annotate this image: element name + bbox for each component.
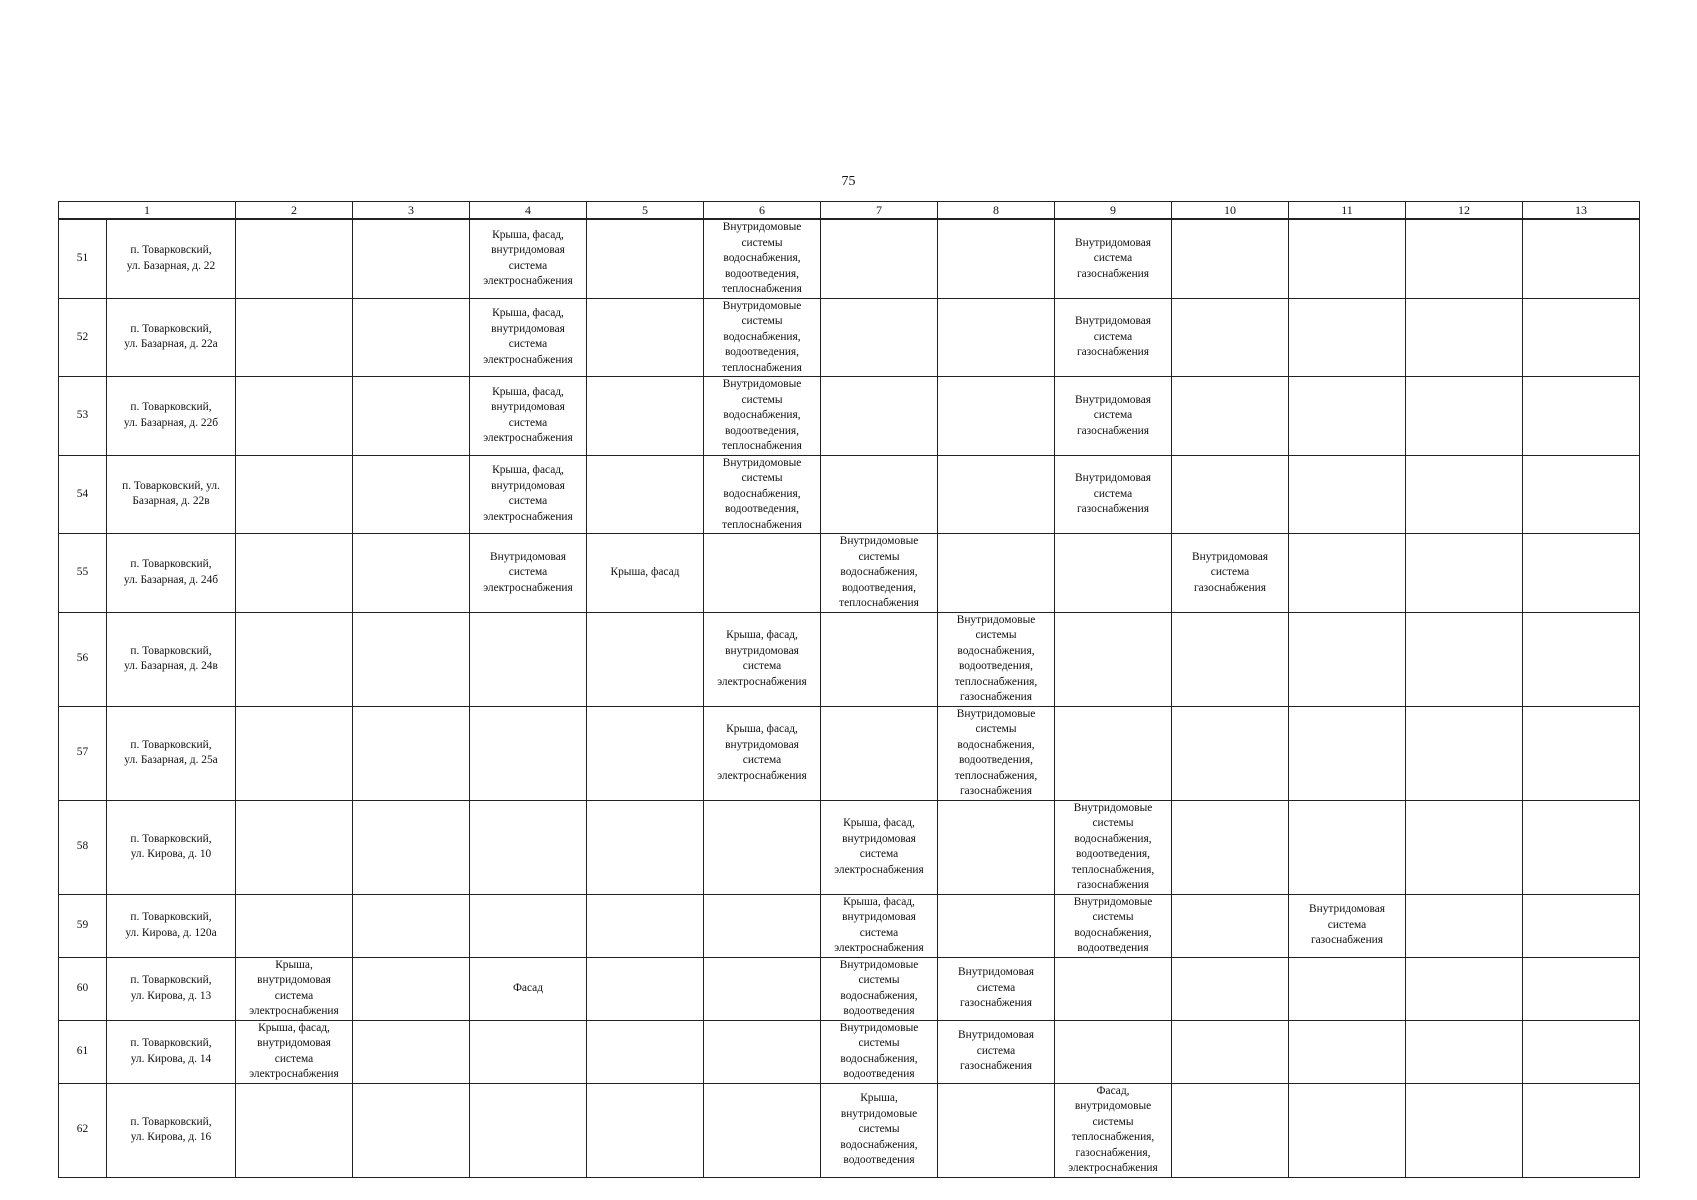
work-cell-col-13 bbox=[1523, 1083, 1640, 1177]
work-cell-col-4 bbox=[470, 1083, 587, 1177]
work-cell-col-12 bbox=[1406, 455, 1523, 534]
address-cell bbox=[107, 706, 236, 800]
work-cell-col-10 bbox=[1172, 1020, 1289, 1083]
address-cell bbox=[107, 612, 236, 706]
work-cell-col-7 bbox=[821, 1083, 938, 1177]
work-cell-col-4 bbox=[470, 800, 587, 894]
work-cell-col-13 bbox=[1523, 800, 1640, 894]
row-number: 55 bbox=[59, 534, 107, 613]
work-cell-col-11 bbox=[1289, 957, 1406, 1020]
row-number: 58 bbox=[59, 800, 107, 894]
work-cell-col-6 bbox=[704, 219, 821, 298]
work-cell-col-7 bbox=[821, 534, 938, 613]
work-cell-col-7 bbox=[821, 612, 938, 706]
address-text: п. Товарковский, ул. Базарная, д. 22а bbox=[124, 322, 218, 351]
row-number: 57 bbox=[59, 706, 107, 800]
work-cell-col-11 bbox=[1289, 800, 1406, 894]
work-cell-col-8 bbox=[938, 534, 1055, 613]
work-description: Внутридомовая система газоснабжения bbox=[1075, 393, 1151, 437]
work-cell-col-5 bbox=[587, 377, 704, 456]
row-number: 52 bbox=[59, 298, 107, 377]
work-description: Крыша, фасад, внутридомовая система электроснабжения bbox=[834, 895, 924, 954]
address-cell bbox=[107, 894, 236, 957]
work-description: Внутридомовая система газоснабжения bbox=[1075, 236, 1151, 280]
work-cell-col-7 bbox=[821, 455, 938, 534]
work-cell-col-7 bbox=[821, 298, 938, 377]
work-cell-col-12 bbox=[1406, 534, 1523, 613]
column-header-7: 7 bbox=[821, 202, 938, 220]
work-cell-col-2 bbox=[236, 455, 353, 534]
work-cell-col-6 bbox=[704, 706, 821, 800]
table-row bbox=[59, 800, 1640, 894]
work-cell-col-5 bbox=[587, 800, 704, 894]
address-text: п. Товарковский, ул. Кирова, д. 14 bbox=[130, 1037, 212, 1065]
work-cell-col-2 bbox=[236, 706, 353, 800]
work-cell-col-13 bbox=[1523, 894, 1640, 957]
work-cell-col-12 bbox=[1406, 612, 1523, 706]
work-description: Внутридомовые системы водоснабжения, водоотведения bbox=[839, 958, 919, 1017]
work-cell-col-7 bbox=[821, 706, 938, 800]
work-description: Внутридомовые системы водоснабжения, водоотведения, теплоснабжения, газоснабжения bbox=[954, 707, 1038, 797]
work-cell-col-8 bbox=[938, 455, 1055, 534]
work-cell-col-4 bbox=[470, 534, 587, 613]
work-cell-col-6 bbox=[704, 612, 821, 706]
page-number: 75 bbox=[841, 174, 856, 189]
work-cell-col-5 bbox=[587, 894, 704, 957]
address-cell bbox=[107, 1083, 236, 1177]
work-cell-col-5 bbox=[587, 612, 704, 706]
work-description: Внутридомовые системы водоснабжения, водоотведения, теплоснабжения bbox=[722, 378, 802, 452]
work-cell-col-13 bbox=[1523, 612, 1640, 706]
work-description: Крыша, фасад, внутридомовая система электроснабжения bbox=[483, 385, 573, 445]
work-description: Внутридомовая система газоснабжения bbox=[1309, 903, 1385, 947]
work-description: Внутридомовая система газоснабжения bbox=[1192, 550, 1268, 594]
table-row bbox=[59, 1083, 1640, 1177]
row-number: 54 bbox=[59, 455, 107, 534]
table-row bbox=[59, 298, 1640, 377]
repair-schedule-table bbox=[58, 201, 1640, 1178]
work-cell-col-2 bbox=[236, 298, 353, 377]
work-cell-col-8 bbox=[938, 612, 1055, 706]
work-description: Фасад, внутридомовые системы теплоснабжения, газоснабжения, электроснабжения bbox=[1068, 1084, 1158, 1174]
work-cell-col-5 bbox=[587, 219, 704, 298]
work-cell-col-10 bbox=[1172, 298, 1289, 377]
work-cell-col-11 bbox=[1289, 612, 1406, 706]
work-description: Внутридомовые системы водоснабжения, водоотведения, теплоснабжения, газоснабжения bbox=[1071, 801, 1155, 891]
work-cell-col-9 bbox=[1055, 800, 1172, 894]
work-cell-col-10 bbox=[1172, 377, 1289, 456]
work-cell-col-3 bbox=[353, 1020, 470, 1083]
work-description: Внутридомовые системы водоснабжения, водоотведения, теплоснабжения bbox=[722, 456, 802, 531]
work-description: Внутридомовые системы водоснабжения, водоотведения, теплоснабжения, газоснабжения bbox=[954, 613, 1038, 703]
work-cell-col-5 bbox=[587, 706, 704, 800]
work-cell-col-2 bbox=[236, 1020, 353, 1083]
work-cell-col-11 bbox=[1289, 298, 1406, 377]
column-header-12: 12 bbox=[1406, 202, 1523, 220]
table-row bbox=[59, 1020, 1640, 1083]
work-cell-col-3 bbox=[353, 219, 470, 298]
work-cell-col-10 bbox=[1172, 957, 1289, 1020]
column-header-11: 11 bbox=[1289, 202, 1406, 220]
row-number: 53 bbox=[59, 377, 107, 456]
address-cell bbox=[107, 534, 236, 613]
work-cell-col-12 bbox=[1406, 1083, 1523, 1177]
work-cell-col-6 bbox=[704, 377, 821, 456]
address-text: п. Товарковский, ул. Базарная, д. 25а bbox=[124, 738, 218, 766]
work-cell-col-4 bbox=[470, 612, 587, 706]
work-cell-col-13 bbox=[1523, 957, 1640, 1020]
work-cell-col-6 bbox=[704, 534, 821, 613]
work-description: Внутридомовая система газоснабжения bbox=[1075, 315, 1151, 358]
work-cell-col-2 bbox=[236, 612, 353, 706]
work-cell-col-4 bbox=[470, 377, 587, 456]
work-description: Крыша, фасад, внутридомовая система электроснабжения bbox=[834, 817, 924, 876]
row-number: 62 bbox=[59, 1083, 107, 1177]
work-cell-col-13 bbox=[1523, 377, 1640, 456]
work-cell-col-13 bbox=[1523, 1020, 1640, 1083]
work-cell-col-10 bbox=[1172, 455, 1289, 534]
row-number: 56 bbox=[59, 612, 107, 706]
work-cell-col-13 bbox=[1523, 534, 1640, 613]
work-cell-col-10 bbox=[1172, 612, 1289, 706]
work-cell-col-3 bbox=[353, 298, 470, 377]
work-cell-col-5 bbox=[587, 1083, 704, 1177]
work-cell-col-11 bbox=[1289, 534, 1406, 613]
address-text: п. Товарковский, ул. Базарная, д. 22в bbox=[122, 479, 220, 508]
work-cell-col-12 bbox=[1406, 377, 1523, 456]
address-cell bbox=[107, 298, 236, 377]
work-cell-col-4 bbox=[470, 455, 587, 534]
address-cell bbox=[107, 455, 236, 534]
work-description: Внутридомовая система газоснабжения bbox=[958, 966, 1034, 1010]
work-cell-col-13 bbox=[1523, 219, 1640, 298]
work-cell-col-3 bbox=[353, 377, 470, 456]
work-cell-col-2 bbox=[236, 800, 353, 894]
work-cell-col-2 bbox=[236, 1083, 353, 1177]
work-cell-col-7 bbox=[821, 377, 938, 456]
row-number: 59 bbox=[59, 894, 107, 957]
address-text: п. Товарковский, ул. Кирова, д. 13 bbox=[130, 974, 212, 1002]
work-cell-col-3 bbox=[353, 706, 470, 800]
work-description: Внутридомовые системы водоснабжения, водоотведения, теплоснабжения bbox=[722, 299, 802, 374]
work-cell-col-8 bbox=[938, 706, 1055, 800]
work-cell-col-9 bbox=[1055, 298, 1172, 377]
work-cell-col-12 bbox=[1406, 800, 1523, 894]
work-cell-col-5 bbox=[587, 1020, 704, 1083]
work-cell-col-11 bbox=[1289, 894, 1406, 957]
work-cell-col-9 bbox=[1055, 957, 1172, 1020]
address-cell bbox=[107, 800, 236, 894]
work-cell-col-4 bbox=[470, 957, 587, 1020]
work-cell-col-8 bbox=[938, 298, 1055, 377]
work-cell-col-5 bbox=[587, 455, 704, 534]
work-cell-col-11 bbox=[1289, 455, 1406, 534]
address-cell bbox=[107, 377, 236, 456]
work-cell-col-9 bbox=[1055, 534, 1172, 613]
work-cell-col-7 bbox=[821, 957, 938, 1020]
work-description: Крыша, фасад, внутридомовая система электроснабжения bbox=[717, 629, 807, 688]
work-cell-col-8 bbox=[938, 894, 1055, 957]
work-cell-col-8 bbox=[938, 219, 1055, 298]
address-text: п. Товарковский, ул. Базарная, д. 22 bbox=[126, 244, 216, 272]
work-cell-col-8 bbox=[938, 800, 1055, 894]
work-cell-col-12 bbox=[1406, 219, 1523, 298]
work-cell-col-5 bbox=[587, 298, 704, 377]
work-description: Крыша, фасад, внутридомовая система электроснабжения bbox=[483, 228, 573, 288]
work-description: Крыша, внутридомовые системы водоснабжения, водоотведения bbox=[840, 1092, 918, 1167]
work-cell-col-6 bbox=[704, 957, 821, 1020]
work-cell-col-11 bbox=[1289, 1020, 1406, 1083]
column-header-6: 6 bbox=[704, 202, 821, 220]
address-cell bbox=[107, 1020, 236, 1083]
table-row bbox=[59, 534, 1640, 613]
work-cell-col-2 bbox=[236, 894, 353, 957]
table-row bbox=[59, 455, 1640, 534]
work-cell-col-9 bbox=[1055, 219, 1172, 298]
work-cell-col-3 bbox=[353, 1083, 470, 1177]
column-header-row bbox=[59, 202, 1640, 220]
work-description: Крыша, фасад, внутридомовая система электроснабжения bbox=[717, 723, 807, 782]
work-cell-col-12 bbox=[1406, 706, 1523, 800]
work-cell-col-6 bbox=[704, 298, 821, 377]
table-row bbox=[59, 957, 1640, 1020]
work-description: Внутридомовые системы водоснабжения, водоотведения, теплоснабжения bbox=[722, 221, 802, 295]
work-description: Крыша, фасад, внутридомовая система электроснабжения bbox=[249, 1021, 339, 1080]
work-cell-col-3 bbox=[353, 957, 470, 1020]
work-description: Внутридомовая система электроснабжения bbox=[483, 550, 573, 594]
work-description: Внутридомовые системы водоснабжения, водоотведения bbox=[1073, 895, 1153, 954]
work-cell-col-2 bbox=[236, 957, 353, 1020]
table-row bbox=[59, 894, 1640, 957]
work-cell-col-3 bbox=[353, 534, 470, 613]
work-cell-col-11 bbox=[1289, 1083, 1406, 1177]
column-header-4: 4 bbox=[470, 202, 587, 220]
work-cell-col-9 bbox=[1055, 612, 1172, 706]
column-header-9: 9 bbox=[1055, 202, 1172, 220]
work-cell-col-6 bbox=[704, 894, 821, 957]
work-cell-col-13 bbox=[1523, 706, 1640, 800]
address-text: п. Товарковский, ул. Кирова, д. 10 bbox=[130, 832, 212, 860]
work-cell-col-13 bbox=[1523, 298, 1640, 377]
work-cell-col-4 bbox=[470, 894, 587, 957]
work-description: Внутридомовые системы водоснабжения, водоотведения bbox=[839, 1021, 919, 1080]
row-number: 51 bbox=[59, 219, 107, 298]
work-cell-col-7 bbox=[821, 800, 938, 894]
address-text: п. Товарковский, ул. Кирова, д. 120а bbox=[125, 911, 217, 939]
work-cell-col-12 bbox=[1406, 298, 1523, 377]
column-header-1: 1 bbox=[59, 202, 236, 220]
work-description: Внутридомовые системы водоснабжения, водоотведения, теплоснабжения bbox=[839, 535, 919, 609]
column-header-3: 3 bbox=[353, 202, 470, 220]
work-description: Внутридомовая система газоснабжения bbox=[958, 1029, 1034, 1073]
address-text: п. Товарковский, ул. Базарная, д. 22б bbox=[123, 401, 219, 429]
work-cell-col-4 bbox=[470, 219, 587, 298]
work-description: Крыша, фасад, внутридомовая система электроснабжения bbox=[483, 307, 573, 366]
work-cell-col-6 bbox=[704, 455, 821, 534]
work-cell-col-10 bbox=[1172, 219, 1289, 298]
work-cell-col-13 bbox=[1523, 455, 1640, 534]
work-cell-col-10 bbox=[1172, 706, 1289, 800]
work-cell-col-7 bbox=[821, 894, 938, 957]
work-cell-col-6 bbox=[704, 800, 821, 894]
work-description: Крыша, фасад bbox=[610, 566, 680, 578]
work-cell-col-10 bbox=[1172, 894, 1289, 957]
work-description: Внутридомовая система газоснабжения bbox=[1075, 472, 1151, 515]
work-cell-col-11 bbox=[1289, 706, 1406, 800]
address-text: п. Товарковский, ул. Кирова, д. 16 bbox=[130, 1115, 212, 1143]
work-cell-col-9 bbox=[1055, 894, 1172, 957]
work-cell-col-9 bbox=[1055, 455, 1172, 534]
address-cell bbox=[107, 219, 236, 298]
work-cell-col-12 bbox=[1406, 894, 1523, 957]
work-cell-col-2 bbox=[236, 219, 353, 298]
work-cell-col-12 bbox=[1406, 1020, 1523, 1083]
work-cell-col-7 bbox=[821, 219, 938, 298]
work-cell-col-3 bbox=[353, 894, 470, 957]
work-cell-col-8 bbox=[938, 1083, 1055, 1177]
row-number: 60 bbox=[59, 957, 107, 1020]
work-cell-col-9 bbox=[1055, 377, 1172, 456]
work-description: Крыша, фасад, внутридомовая система электроснабжения bbox=[483, 464, 573, 523]
column-header-5: 5 bbox=[587, 202, 704, 220]
work-cell-col-11 bbox=[1289, 377, 1406, 456]
work-cell-col-11 bbox=[1289, 219, 1406, 298]
work-cell-col-3 bbox=[353, 612, 470, 706]
column-header-10: 10 bbox=[1172, 202, 1289, 220]
work-cell-col-10 bbox=[1172, 1083, 1289, 1177]
work-cell-col-9 bbox=[1055, 706, 1172, 800]
work-cell-col-3 bbox=[353, 455, 470, 534]
work-cell-col-9 bbox=[1055, 1083, 1172, 1177]
row-number: 61 bbox=[59, 1020, 107, 1083]
work-cell-col-4 bbox=[470, 1020, 587, 1083]
work-cell-col-12 bbox=[1406, 957, 1523, 1020]
work-cell-col-8 bbox=[938, 377, 1055, 456]
column-header-2: 2 bbox=[236, 202, 353, 220]
work-cell-col-3 bbox=[353, 800, 470, 894]
work-cell-col-4 bbox=[470, 298, 587, 377]
work-cell-col-5 bbox=[587, 957, 704, 1020]
work-cell-col-6 bbox=[704, 1020, 821, 1083]
table-row bbox=[59, 706, 1640, 800]
table-row bbox=[59, 612, 1640, 706]
column-header-13: 13 bbox=[1523, 202, 1640, 220]
work-cell-col-7 bbox=[821, 1020, 938, 1083]
work-cell-col-10 bbox=[1172, 534, 1289, 613]
work-cell-col-5 bbox=[587, 534, 704, 613]
work-cell-col-6 bbox=[704, 1083, 821, 1177]
work-cell-col-2 bbox=[236, 534, 353, 613]
table-row bbox=[59, 219, 1640, 298]
work-cell-col-2 bbox=[236, 377, 353, 456]
work-description: Крыша, внутридомовая система электроснабжения bbox=[249, 958, 339, 1017]
table-row bbox=[59, 377, 1640, 456]
address-text: п. Товарковский, ул. Базарная, д. 24б bbox=[123, 558, 219, 586]
work-cell-col-8 bbox=[938, 957, 1055, 1020]
column-header-8: 8 bbox=[938, 202, 1055, 220]
work-cell-col-10 bbox=[1172, 800, 1289, 894]
work-cell-col-9 bbox=[1055, 1020, 1172, 1083]
address-text: п. Товарковский, ул. Базарная, д. 24в bbox=[124, 644, 218, 672]
work-description: Фасад bbox=[512, 981, 544, 994]
address-cell bbox=[107, 957, 236, 1020]
work-cell-col-4 bbox=[470, 706, 587, 800]
work-cell-col-8 bbox=[938, 1020, 1055, 1083]
